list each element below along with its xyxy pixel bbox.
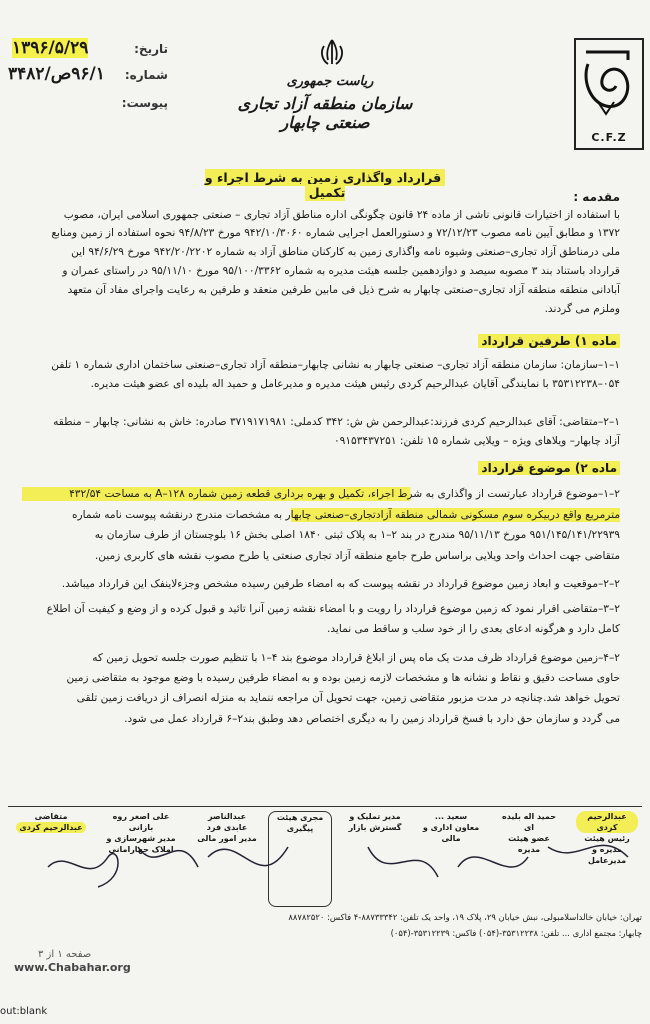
cfz-logo-icon [576,40,638,120]
signature-land-manager: مدیر تملیک و گسترش بازار [348,812,402,832]
article2-line: کامل دارد و هرگونه ادعای بعدی را از خود سلب و ساقط می نماید. [326,623,620,635]
signature-deputy: سعید ... معاون اداری و مالی [422,812,480,843]
website-link[interactable]: www.Chabahar.org [14,961,131,974]
intro-line: آبادانی منطقه منطقه آزاد تجاری–صنعتی چابهار به شرح ذیل فی مابین طرفین منعقد و طرفین به رعایت واجرای مفاد آن متعهد [67,284,620,296]
cfz-logo: C.F.Z [574,38,644,150]
signature-board-member: حمید اله بلیده ای عضو هیئت مدیره [501,812,557,854]
article2-line: ۲–۳–متقاضی اقرار نمود که زمین موضوع قرارداد را رویت و با امضاء نقشه زمین آنرا تائید و قبول کرده و از وضع و کیفیت آن اطلاع [46,603,620,615]
signature-urban: علی اصغر روه بازانی مدیر شهرسازی و املاک جهارامانی [106,812,176,854]
article1-line: آزاد چابهار– ویلاهای ویژه – ویلایی شماره ۱۵ تلفن: ۰۹۱۵۳۴۳۷۲۵۱ [333,435,620,447]
intro-line: ۱۳۷۲ و مطابق آیین نامه مصوب ۷۲/۱۲/۲۳ و دستورالعمل اجرایی شماره ۹۴۲/۱۰/۳۰۶۰ مورخ ۹۴/۸/۲۳ نحوه استفاده از زمین ومنابع [51,227,620,239]
intro-line: ملی درمناطق آزاد تجاری–صنعتی وشیوه نامه واگذاری زمین به کارکنان مناطق آزاد به شماره ۹۴۲/۲۰/۲۲۰۲ مورخ ۹۴/۶/۲۹ این [71,246,620,258]
article2-line: ۲–۱–موضوع قرارداد عبارتست از واگذاری به شرط اجراء، تکمیل و بهره برداری قطعه زمین شماره ۱۲۸–A به مساحت ۴۳۲/۵۴ [22,487,620,501]
org-line-cfz: سازمان منطقه آزاد تجاری صنعتی چابهار [237,94,413,132]
article2-line: مترمربع واقع دربیکره سوم مسکونی شمالی منطقه آزادتجاری–صنعتی چابهار به مشخصات مندرج درنقشه پیوست نامه شماره [22,508,620,522]
print-footer: out:blank [0,1006,48,1017]
article2-line: ۲–۲–موقعیت و ابعاد زمین موضوع قرارداد در نقشه پیوست که به امضاء طرفین رسیده مشخص وجزءلاینفک این قرارداد میباشد. [61,578,620,590]
signature-finance: عبدالناصر عابدی فرد مدیر امور مالی [197,812,257,843]
contract-title: قرارداد واگذاری زمین به شرط اجراء و تکمیل [200,170,450,200]
article1-heading: ماده ۱) طرفین قرارداد [478,334,620,348]
article2-line: ۲–۴–زمین موضوع قرارداد ظرف مدت یک ماه پس از ابلاغ قرارداد موضوع بند ۴–۱ با تنظیم صورت جلسه تحویل زمین که [92,652,620,664]
handwritten-signatures [8,807,642,909]
intro-heading: مقدمه : [573,190,620,204]
article1-line: ۱–۲–متقاضی: آقای عبدالرحیم کردی فرزند:عبدالرحمن ش ش: ۳۴۲ کدملی: ۳۷۱۹۱۷۱۹۸۱ صادره: خاش به نشانی: چابهار – منطقه [53,416,620,428]
signature-block [8,806,642,909]
article2-line: حاوی مساحت دقیق و نقاط و نشانه ها و مشخصات لازمه زمین بوده و به امضاء طرفین رسیده با وضع موجود به متقاضی زمین [66,672,620,684]
iran-emblem-icon [316,38,348,68]
intro-line: قرارداد باستناد بند ۳ مصوبه سیصد و دوازدهمین جلسه هیئت مدیره به شماره ۹۵/۱۰۰/۳۳۶۲ مورخ ۹۵/۱۱/۱۰ در راستای عمران و [62,265,620,277]
signature-ceo: عبدالرحیم کردی رئیس هیئت مدیره و مدیرعامل [576,811,638,905]
article2-heading: ماده ۲) موضوع قرارداد [478,461,620,475]
article1-line: ۰۵۴–۳۵۳۱۲۲۳۸ با نمایندگی آقایان عبدالرحیم کردی رئیس هیئت مدیره و مدیرعامل و حمید اله بلیده ای عضو هیئت مدیره. [90,378,620,390]
article2-line: ۹۵۱/۱۴۵/۱۴۱/۲۲۹۳۹ مورخ ۹۵/۱۱/۱۳ مندرج در بند ۲–۱ به پلاک ثبتی ۱۸۴۰ اصلی بخش ۱۶ بلوچستان از طرف سازمان به [94,529,620,541]
intro-line: با استفاده از اختیارات قانونی ناشی از ماده ۲۴ قانون چگونگی اداره مناطق آزاد تجاری – صنعتی جمهوری اسلامی ایران، مصوب [63,209,620,221]
attachment-field: پیوست: [121,96,168,110]
intro-line: وملزم می گردند. [544,303,620,315]
footer-tehran-address: تهران: خیابان خالداسلامبولی، نبش خیابان ۲۹، پلاک ۱۹، واحد یک تلفن: ۸۸۷۳۳۳۴۲-۴ فاکس: ۸۸۷۸۲۵۲۰ [288,912,642,922]
footer-chabahar-address: چابهار: مجتمع اداری ... تلفن: ۳۵۳۱۲۲۳۸-(۰۵۴) فاکس: ۳۵۳۱۲۲۳۹-(۰۵۴) [390,928,642,938]
signature-stamp-box: مجری هیئت پیگیری [268,811,332,907]
article2-line: تحویل خواهد شد.چنانچه در مدت مزبور متقاضی زمین، جهت تحویل آن مراجعه ننماید به منزله انصراف از دریافت زمین تلقی [76,692,620,704]
page-number: صفحه ۱ از ۳ [38,949,92,960]
number-field: شماره: ۹۶/۱ص/۳۴۸۲ [8,64,168,84]
article2-line: می گردد و سازمان حق دارد با فسخ قرارداد زمین را به دیگری اختصاص دهد وطبق بند۲–۶ قرارداد عمل می شود. [124,713,620,725]
signature-applicant: متقاضی عبدالرحیم کردی [16,811,86,905]
article1-line: ۱–۱–سازمان: سازمان منطقه آزاد تجاری– صنعتی چابهار به نشانی چابهار–منطقه آزاد تجاری–صنعتی ساختمان اداری شماره ۱ تلفن [51,359,620,371]
date-field: تاریخ: ۱۳۹۶/۵/۲۹ [12,38,168,58]
org-line-presidency: ریاست جمهوری [286,74,374,89]
article2-line: متقاضی جهت احداث واحد ویلایی براساس طرح جامع منطقه آزاد تجاری صنعتی یا طرح مصوب نقشه های کاربری زمین. [94,550,620,562]
